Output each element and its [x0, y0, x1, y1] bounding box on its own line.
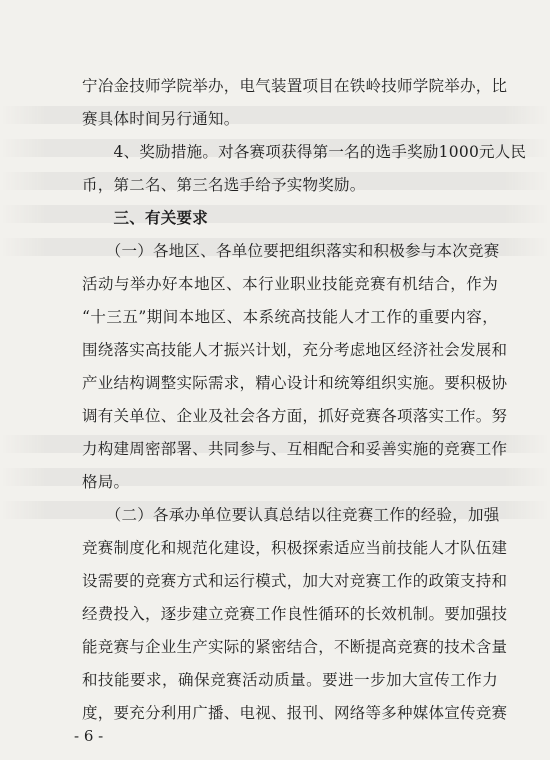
- text-line: 度，要充分利用广播、电视、报刊、网络等多种媒体宣传竞赛: [82, 704, 508, 722]
- text-line: 经费投入，逐步建立竞赛工作良性循环的长效机制。要加强技: [82, 605, 508, 623]
- text-line: 宁冶金技师学院举办，电气装置项目在铁岭技师学院举办，比: [82, 77, 508, 95]
- text-line: 币，第二名、第三名选手给予实物奖励。: [82, 176, 366, 194]
- text-line: （二）各承办单位要认真总结以往竞赛工作的经验，加强: [82, 506, 500, 524]
- text-line: 围绕落实高技能人才振兴计划，充分考虑地区经济社会发展和: [82, 341, 508, 359]
- text-line: 产业结构调整实际需求，精心设计和统筹组织实施。要积极协: [82, 374, 508, 392]
- text-line: 能竞赛与企业生产实际的紧密结合，不断提高竞赛的技术含量: [82, 638, 508, 656]
- text-line: 设需要的竞赛方式和运行模式，加大对竞赛工作的政策支持和: [82, 572, 508, 590]
- text-line: 活动与举办好本地区、本行业职业技能竞赛有机结合，作为: [82, 275, 498, 293]
- text-line: 调有关单位、企业及社会各方面，抓好竞赛各项落实工作。努: [82, 407, 508, 425]
- text-line: 和技能要求，确保竞赛活动质量。要进一步加大宣传工作力: [82, 671, 498, 689]
- body-text: [82, 70, 527, 730]
- text-line: 4、奖励措施。对各赛项获得第一名的选手奖励1000元人民: [82, 143, 527, 161]
- text-line: 竞赛制度化和规范化建设，积极探索适应当前技能人才队伍建: [82, 539, 508, 557]
- text-line: 格局。: [82, 473, 130, 491]
- text-line: 力构建周密部署、共同参与、互相配合和妥善实施的竞赛工作: [82, 440, 508, 458]
- section-heading: 三、有关要求: [82, 209, 209, 227]
- page-number: - 6 -: [74, 727, 104, 745]
- text-line: （一）各地区、各单位要把组织落实和积极参与本次竞赛: [82, 242, 500, 260]
- text-line: “十三五”期间本地区、本系统高技能人才工作的重要内容，: [82, 308, 498, 326]
- text-line: 赛具体时间另行通知。: [82, 110, 240, 128]
